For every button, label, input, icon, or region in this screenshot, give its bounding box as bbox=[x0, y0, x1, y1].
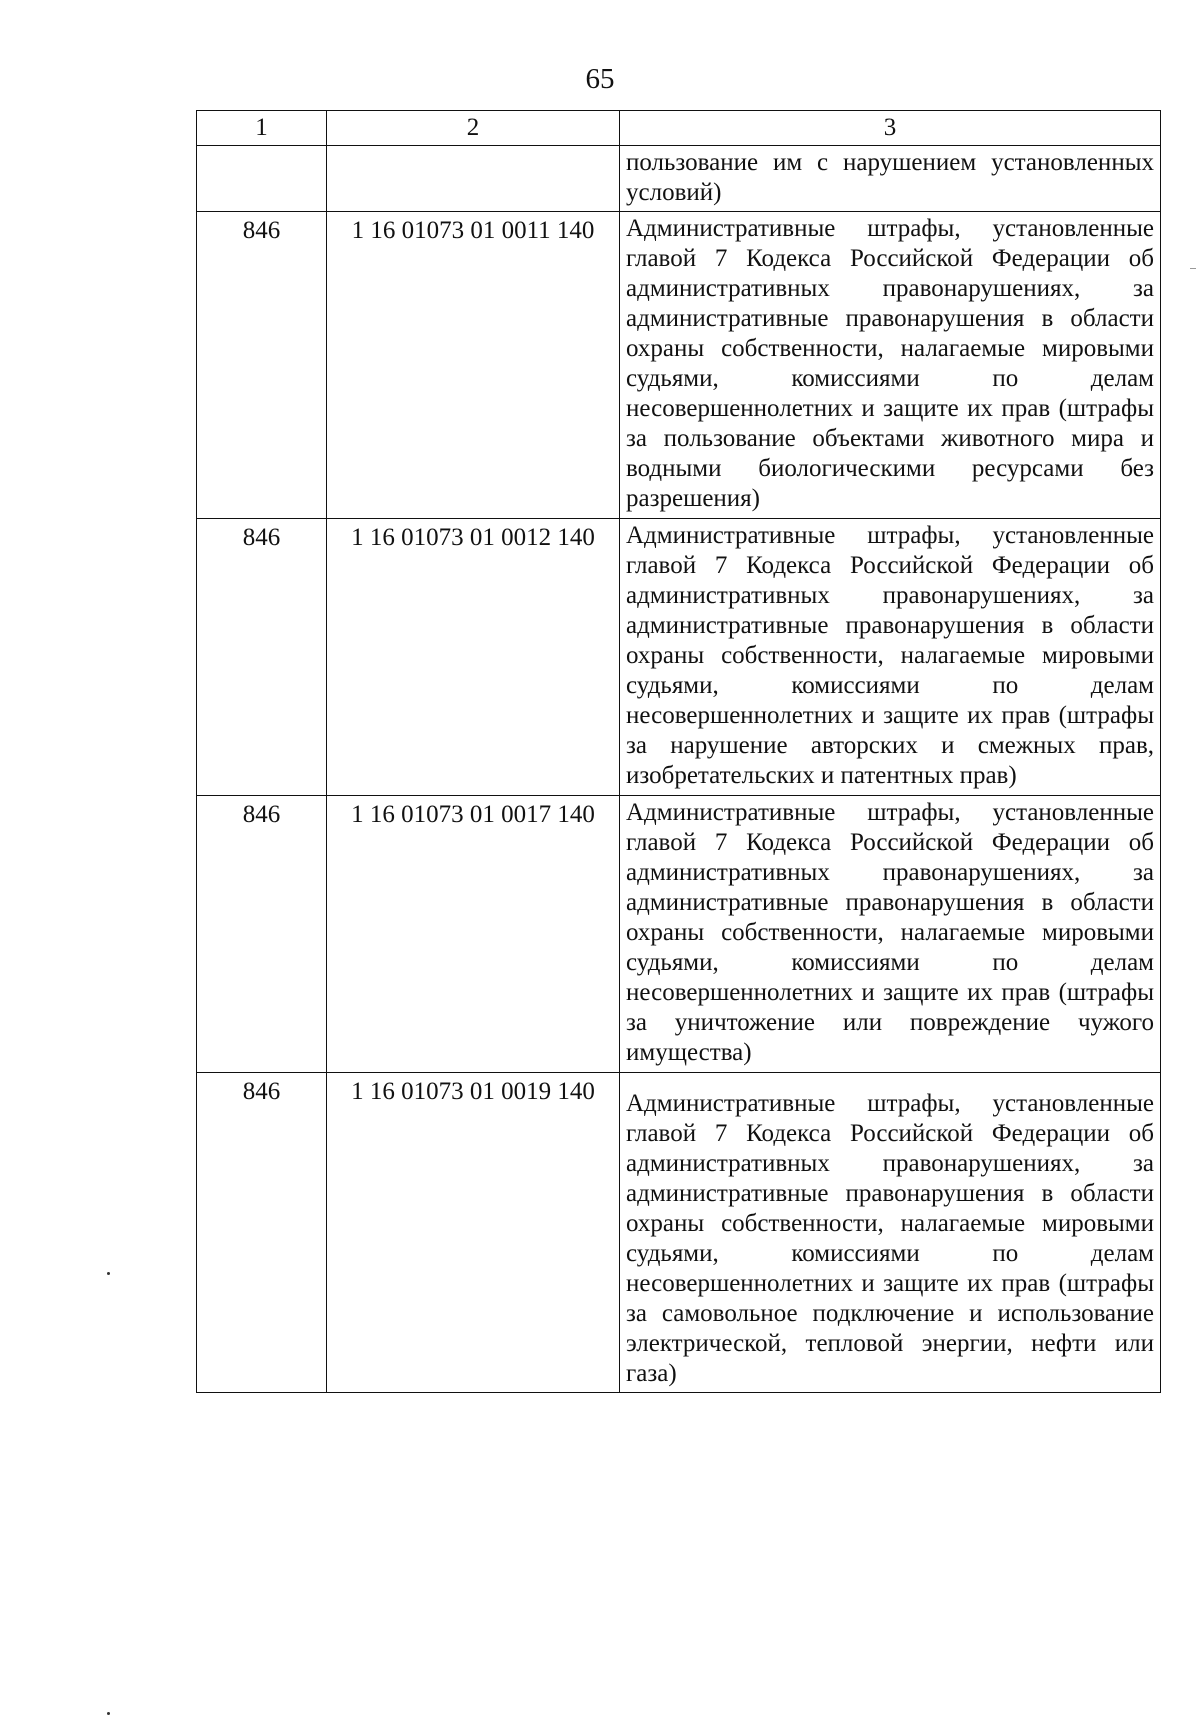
table-row bbox=[197, 1073, 1161, 1393]
table-row-continuation bbox=[197, 146, 1161, 212]
column-header-2: 2 bbox=[327, 111, 620, 146]
budget-codes-table bbox=[196, 110, 1161, 1393]
admin-code-cell: 846 bbox=[197, 796, 327, 1073]
table-row bbox=[197, 212, 1161, 519]
empty-cell bbox=[197, 146, 327, 212]
kbk-code-cell: 1 16 01073 01 0017 140 bbox=[327, 796, 620, 1073]
admin-code-cell: 846 bbox=[197, 212, 327, 519]
scan-speck bbox=[107, 1712, 110, 1715]
kbk-code-cell: 1 16 01073 01 0019 140 bbox=[327, 1073, 620, 1393]
description-cell: Административные штрафы, установленные главой 7 Кодекса Российской Федерации об административных правонарушениях, за административные правонарушения в области охраны собственности, налагаемые мировыми судьями, комиссиями по делам несовершеннолетних и защите их прав (штрафы за уничтожение или повреждение чужого имущества) bbox=[620, 796, 1161, 1073]
scan-edge-mark bbox=[1190, 268, 1196, 269]
kbk-code-cell: 1 16 01073 01 0012 140 bbox=[327, 519, 620, 796]
table-row bbox=[197, 519, 1161, 796]
page-number: 65 bbox=[585, 63, 615, 95]
kbk-code-cell: 1 16 01073 01 0011 140 bbox=[327, 212, 620, 519]
description-cell: Административные штрафы, установленные главой 7 Кодекса Российской Федерации об административных правонарушениях, за административные правонарушения в области охраны собственности, налагаемые мировыми судьями, комиссиями по делам несовершеннолетних и защите их прав (штрафы за пользование объектами животного мира и водными биологическими ресурсами без разрешения) bbox=[620, 212, 1161, 519]
empty-cell bbox=[327, 146, 620, 212]
description-cell: Административные штрафы, установленные главой 7 Кодекса Российской Федерации об административных правонарушениях, за административные правонарушения в области охраны собственности, налагаемые мировыми судьями, комиссиями по делам несовершеннолетних и защите их прав (штрафы за нарушение авторских и смежных прав, изобретательских и патентных прав) bbox=[620, 519, 1161, 796]
continuation-text: пользование им с нарушением установленных условий) bbox=[620, 146, 1161, 212]
table-row bbox=[197, 796, 1161, 1073]
column-header-3: 3 bbox=[620, 111, 1161, 146]
admin-code-cell: 846 bbox=[197, 519, 327, 796]
column-header-1: 1 bbox=[197, 111, 327, 146]
scan-speck bbox=[107, 1272, 110, 1275]
table-header-row bbox=[197, 111, 1161, 146]
description-cell: Административные штрафы, установленные главой 7 Кодекса Российской Федерации об административных правонарушениях, за административные правонарушения в области охраны собственности, налагаемые мировыми судьями, комиссиями по делам несовершеннолетних и защите их прав (штрафы за самовольное подключение и использование электрической, тепловой энергии, нефти или газа) bbox=[620, 1073, 1161, 1393]
admin-code-cell: 846 bbox=[197, 1073, 327, 1393]
